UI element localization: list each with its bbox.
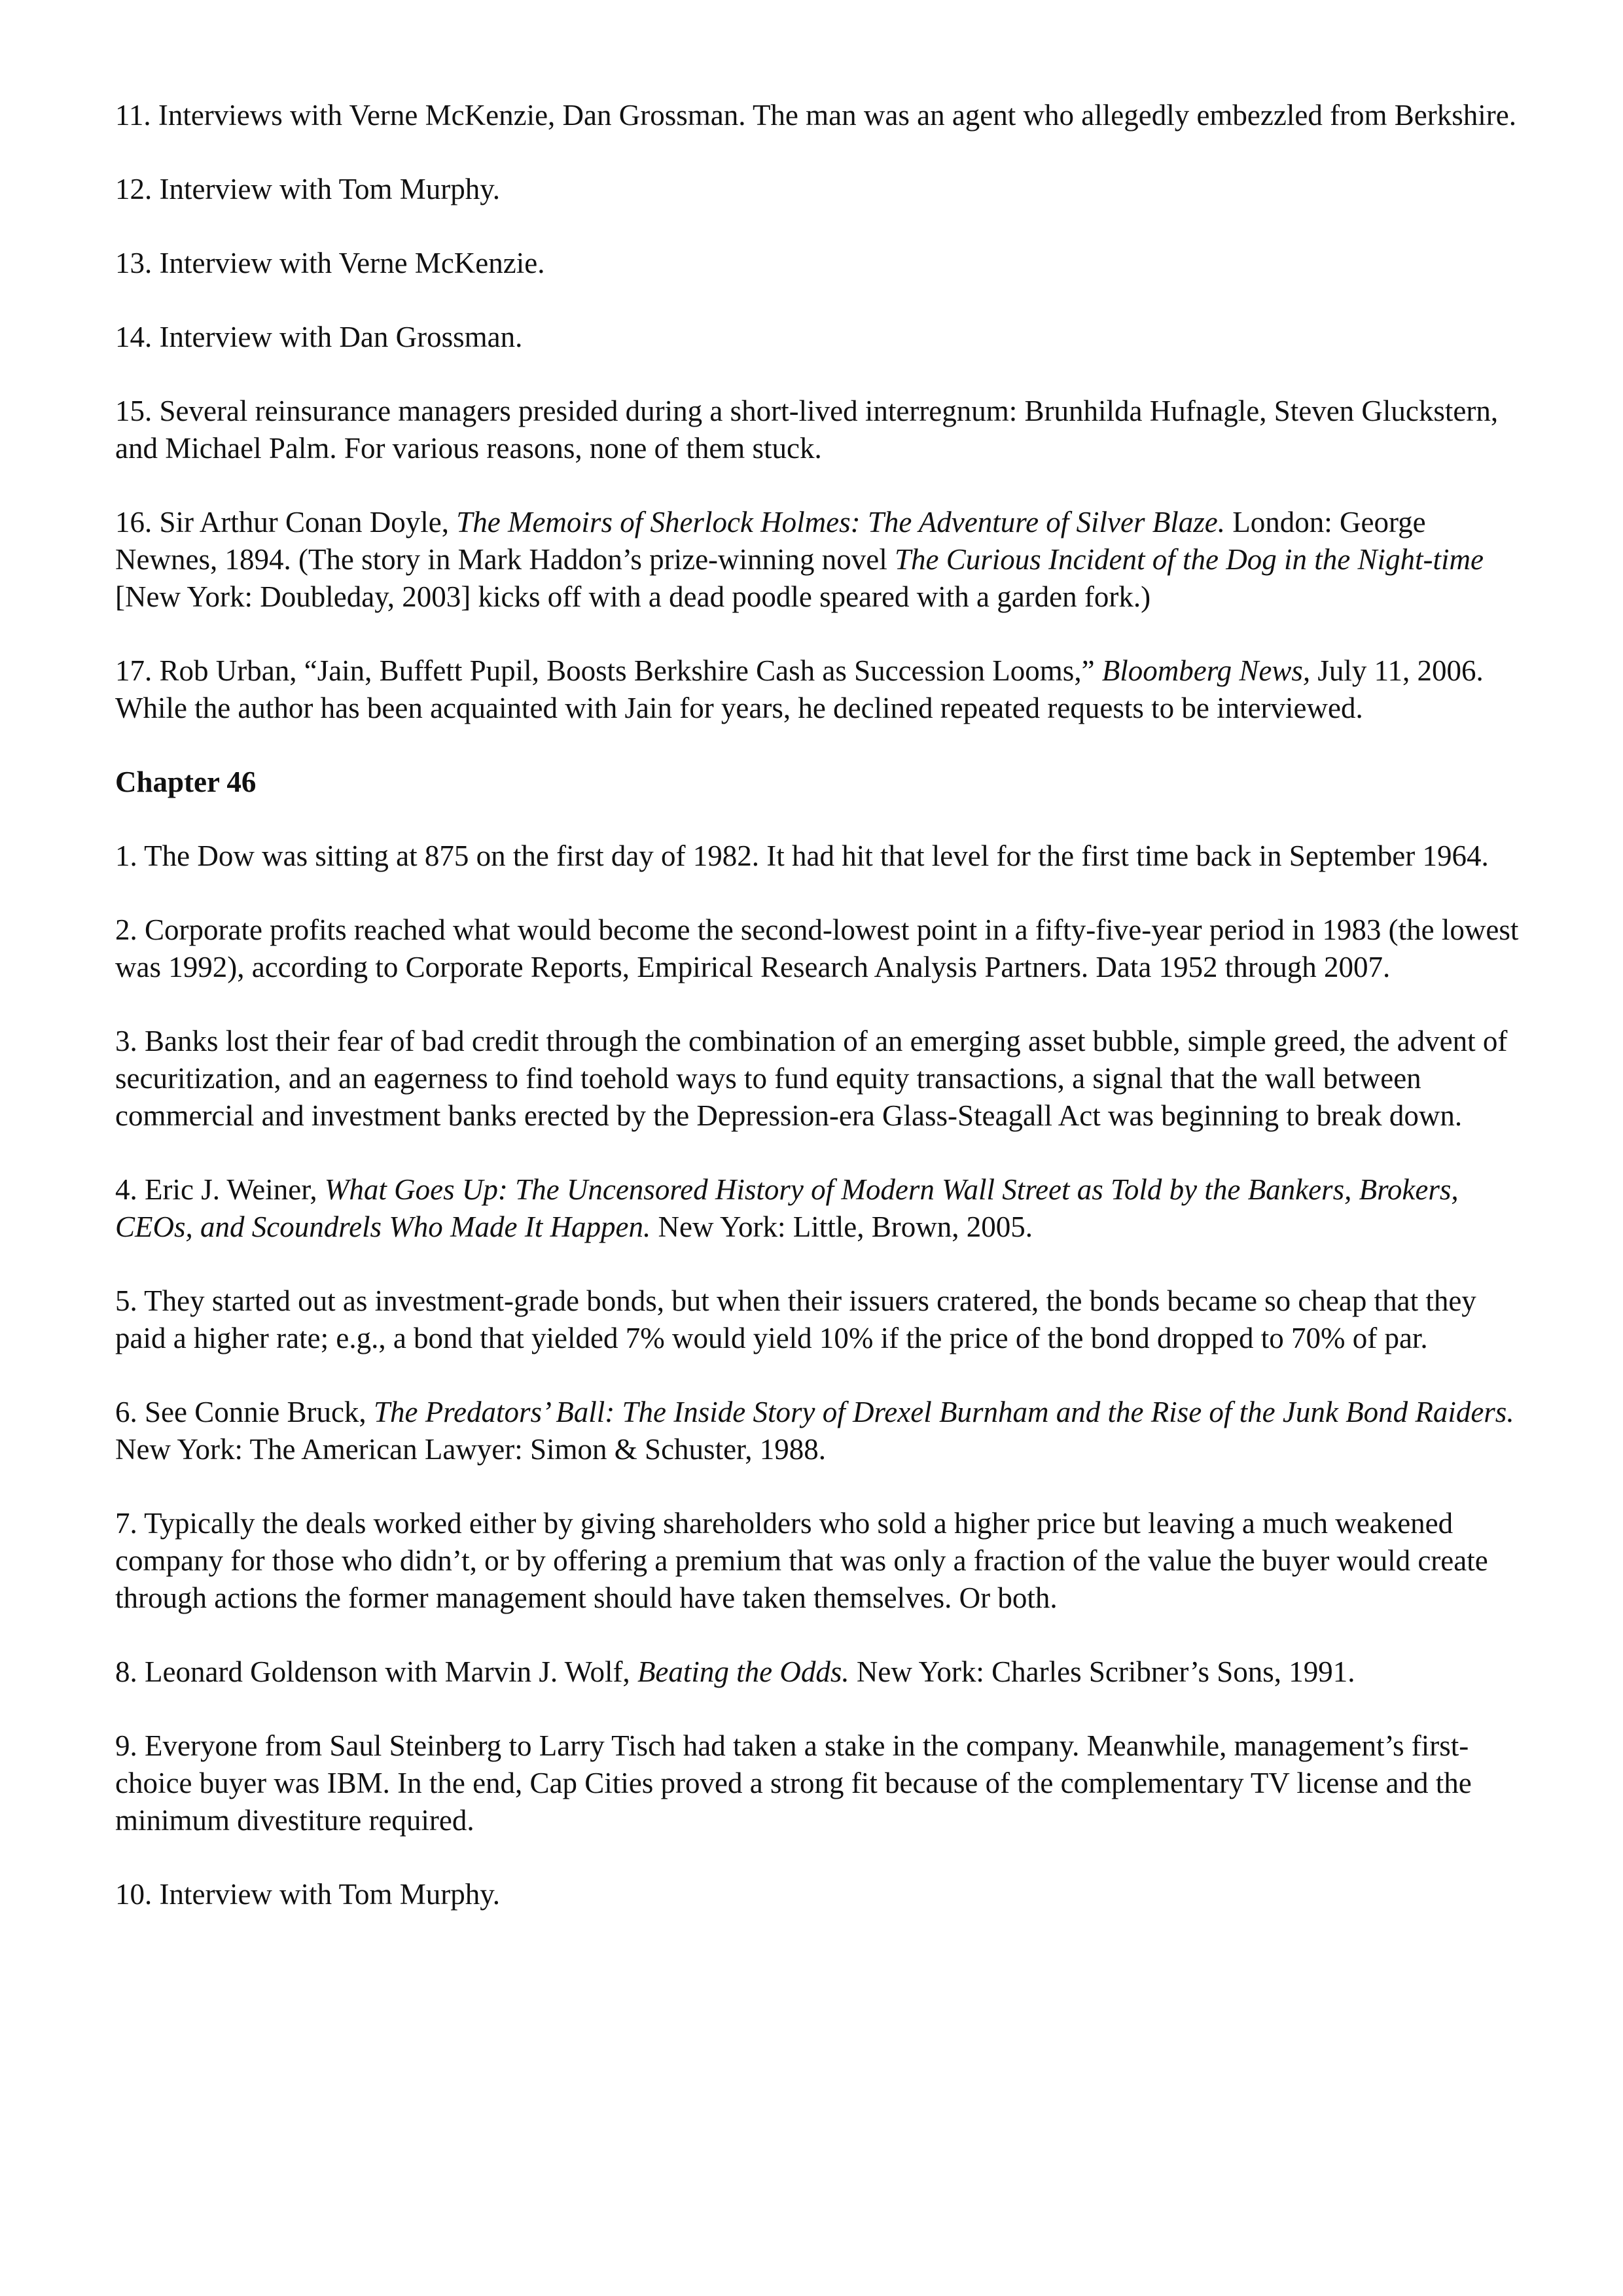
endnote-text: 13. Interview with Verne McKenzie. [115, 247, 545, 279]
endnote-title-italic: The Curious Incident of the Dog in the Night-time [895, 543, 1484, 576]
endnote-title-italic: What Goes Up: The Uncensored History of Modern Wall Street as Told by the Bankers, Brokers, CEOs, and Scoundrels Who Made It Happen. [115, 1173, 1459, 1243]
endnote-text: 16. Sir Arthur Conan Doyle, [115, 506, 457, 539]
notes-list-chapter-46 [115, 838, 1529, 1913]
endnote-text: 12. Interview with Tom Murphy. [115, 173, 501, 205]
endnote [115, 1282, 1529, 1357]
endnote [115, 1653, 1529, 1691]
endnote-text: 7. Typically the deals worked either by giving shareholders who sold a higher price but leaving a much weakened company for those who didn’t, or by offering a premium that was only a fraction of the value the buyer would create through actions the former management should have taken themselves. Or both. [115, 1507, 1488, 1614]
endnote [115, 1171, 1529, 1246]
endnote [115, 1505, 1529, 1617]
endnote-text: [New York: Doubleday, 2003] kicks off with a dead poodle speared with a garden fork.) [115, 580, 1151, 613]
endnote-text: 17. Rob Urban, “Jain, Buffett Pupil, Boosts Berkshire Cash as Succession Looms,” [115, 654, 1102, 687]
endnote-text: 14. Interview with Dan Grossman. [115, 321, 523, 353]
notes-list-previous-chapter [115, 97, 1529, 727]
endnote-text: 1. The Dow was sitting at 875 on the first day of 1982. It had hit that level for the first time back in September 1964. [115, 839, 1489, 872]
endnote [115, 911, 1529, 986]
endnote-title-italic: Bloomberg News, [1101, 654, 1311, 687]
endnote-text: 2. Corporate profits reached what would become the second-lowest point in a fifty-five-year period in 1983 (the lowest was 1992), according to Corporate Reports, Empirical Research Analysis Partners. Data 1952 through 2007. [115, 913, 1519, 983]
endnote-text: 10. Interview with Tom Murphy. [115, 1878, 501, 1911]
endnote [115, 171, 1529, 208]
endnote-text: July 11, 2006. While the author has been acquainted with Jain for years, he declined repeated requests to be interviewed. [115, 654, 1484, 724]
endnote [115, 1023, 1529, 1135]
endnote [115, 504, 1529, 616]
endnote-text: 15. Several reinsurance managers presided during a short-lived interregnum: Brunhilda Hufnagle, Steven Gluckstern, and Michael Palm. For various reasons, none of them stuck. [115, 395, 1499, 465]
endnote [115, 1394, 1529, 1468]
endnote-text: London: George Newnes, 1894. (The story in Mark Haddon’s prize-winning novel [115, 506, 1426, 576]
endnotes-page [115, 97, 1529, 1950]
endnote-text: New York: The American Lawyer: Simon & Schuster, 1988. [115, 1433, 826, 1466]
endnote [115, 319, 1529, 356]
endnote-text: 4. Eric J. Weiner, [115, 1173, 325, 1206]
endnote-text: 5. They started out as investment-grade bonds, but when their issuers cratered, the bonds became so cheap that they paid a higher rate; e.g., a bond that yielded 7% would yield 10% if the price of the bond dropped to 70% of par. [115, 1284, 1476, 1354]
chapter-heading: Chapter 46 [115, 766, 257, 798]
endnote [115, 245, 1529, 282]
endnote-title-italic: The Memoirs of Sherlock Holmes: The Adventure of Silver Blaze. [456, 506, 1225, 539]
endnote [115, 1876, 1529, 1913]
endnote-text: New York: Charles Scribner’s Sons, 1991. [849, 1655, 1355, 1688]
endnote-title-italic: The Predators’ Ball: The Inside Story of Drexel Burnham and the Rise of the Junk Bond Raiders. [373, 1396, 1514, 1428]
endnote [115, 1727, 1529, 1839]
endnote-text: 3. Banks lost their fear of bad credit through the combination of an emerging asset bubble, simple greed, the advent of securitization, and an eagerness to find toehold ways to fund equity transactions, a signal that the wall between commercial and investment banks erected by the Depression-era Glass-Steagall Act was beginning to break down. [115, 1025, 1508, 1132]
endnote [115, 393, 1529, 467]
endnote-text: 11. Interviews with Verne McKenzie, Dan Grossman. The man was an agent who allegedly embezzled from Berkshire. [115, 99, 1516, 132]
endnote [115, 838, 1529, 875]
endnote [115, 652, 1529, 727]
endnote-text: 8. Leonard Goldenson with Marvin J. Wolf, [115, 1655, 637, 1688]
endnote-text: 9. Everyone from Saul Steinberg to Larry Tisch had taken a stake in the company. Meanwhile, management’s first-choice buyer was IBM. In the end, Cap Cities proved a strong fit because of the complementary TV license and the minimum divestiture required. [115, 1729, 1472, 1837]
endnote-text: 6. See Connie Bruck, [115, 1396, 374, 1428]
endnote-text: New York: Little, Brown, 2005. [651, 1210, 1033, 1243]
endnote-title-italic: Beating the Odds. [637, 1655, 849, 1688]
endnote [115, 97, 1529, 134]
